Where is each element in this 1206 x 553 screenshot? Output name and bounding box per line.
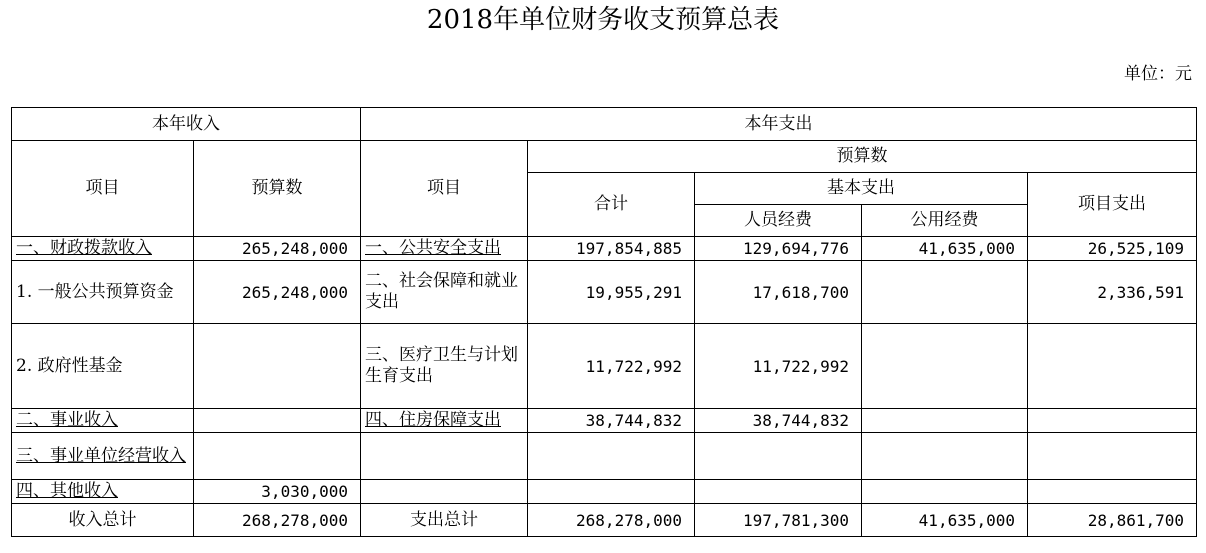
table-row (12, 409, 1197, 433)
expense-total: 11,722,992 (528, 324, 695, 409)
income-amount: 265,248,000 (194, 261, 361, 324)
expense-personnel: 38,744,832 (695, 409, 862, 433)
header-income-item: 项目 (12, 141, 194, 237)
header-income-budget: 预算数 (194, 141, 361, 237)
income-item: 三、事业单位经营收入 (12, 433, 194, 480)
expense-total-personnel: 197,781,300 (695, 504, 862, 537)
expense-public (862, 480, 1028, 504)
income-item: 四、其他收入 (12, 480, 194, 504)
table-row (12, 324, 1197, 409)
header-personnel: 人员经费 (695, 205, 862, 237)
income-total-amount: 268,278,000 (194, 504, 361, 537)
unit-label: 单位：元 (1124, 64, 1192, 84)
header-project: 项目支出 (1028, 173, 1197, 237)
header-expense-item: 项目 (361, 141, 528, 237)
expense-personnel: 129,694,776 (695, 237, 862, 261)
income-item: 二、事业收入 (12, 409, 194, 433)
expense-project (1028, 409, 1197, 433)
expense-public (862, 433, 1028, 480)
expense-public (862, 261, 1028, 324)
income-amount: 3,030,000 (194, 480, 361, 504)
expense-total-project: 28,861,700 (1028, 504, 1197, 537)
expense-total-public: 41,635,000 (862, 504, 1028, 537)
expense-total: 19,955,291 (528, 261, 695, 324)
expense-item (361, 433, 528, 480)
expense-total-total: 268,278,000 (528, 504, 695, 537)
expense-total: 38,744,832 (528, 409, 695, 433)
expense-total (528, 480, 695, 504)
expense-project (1028, 480, 1197, 504)
header-expense: 本年支出 (361, 108, 1197, 141)
expense-total-label: 支出总计 (361, 504, 528, 537)
expense-personnel: 17,618,700 (695, 261, 862, 324)
expense-item: 三、医疗卫生与计划生育支出 (361, 324, 528, 409)
header-income: 本年收入 (12, 108, 361, 141)
expense-project: 26,525,109 (1028, 237, 1197, 261)
expense-item: 一、公共安全支出 (361, 237, 528, 261)
income-total-label: 收入总计 (12, 504, 194, 537)
expense-item: 二、社会保障和就业支出 (361, 261, 528, 324)
expense-public (862, 324, 1028, 409)
income-amount (194, 409, 361, 433)
budget-table (11, 107, 1197, 537)
table-row (12, 433, 1197, 480)
table-row (12, 480, 1197, 504)
page-title: 2018年单位财务收支预算总表 (426, 5, 780, 35)
expense-total (528, 433, 695, 480)
expense-project (1028, 433, 1197, 480)
expense-project (1028, 324, 1197, 409)
expense-total: 197,854,885 (528, 237, 695, 261)
income-item: 一、财政拨款收入 (12, 237, 194, 261)
expense-public: 41,635,000 (862, 237, 1028, 261)
totals-row (12, 504, 1197, 537)
expense-personnel: 11,722,992 (695, 324, 862, 409)
income-amount: 265,248,000 (194, 237, 361, 261)
header-expense-budget: 预算数 (528, 141, 1197, 173)
income-amount (194, 433, 361, 480)
expense-personnel (695, 480, 862, 504)
header-total: 合计 (528, 173, 695, 237)
table-row (12, 237, 1197, 261)
table-row (12, 261, 1197, 324)
expense-item: 四、住房保障支出 (361, 409, 528, 433)
income-amount (194, 324, 361, 409)
income-item: 2. 政府性基金 (12, 324, 194, 409)
expense-personnel (695, 433, 862, 480)
header-basic: 基本支出 (695, 173, 1028, 205)
header-public: 公用经费 (862, 205, 1028, 237)
income-item: 1. 一般公共预算资金 (12, 261, 194, 324)
expense-project: 2,336,591 (1028, 261, 1197, 324)
expense-item (361, 480, 528, 504)
expense-public (862, 409, 1028, 433)
